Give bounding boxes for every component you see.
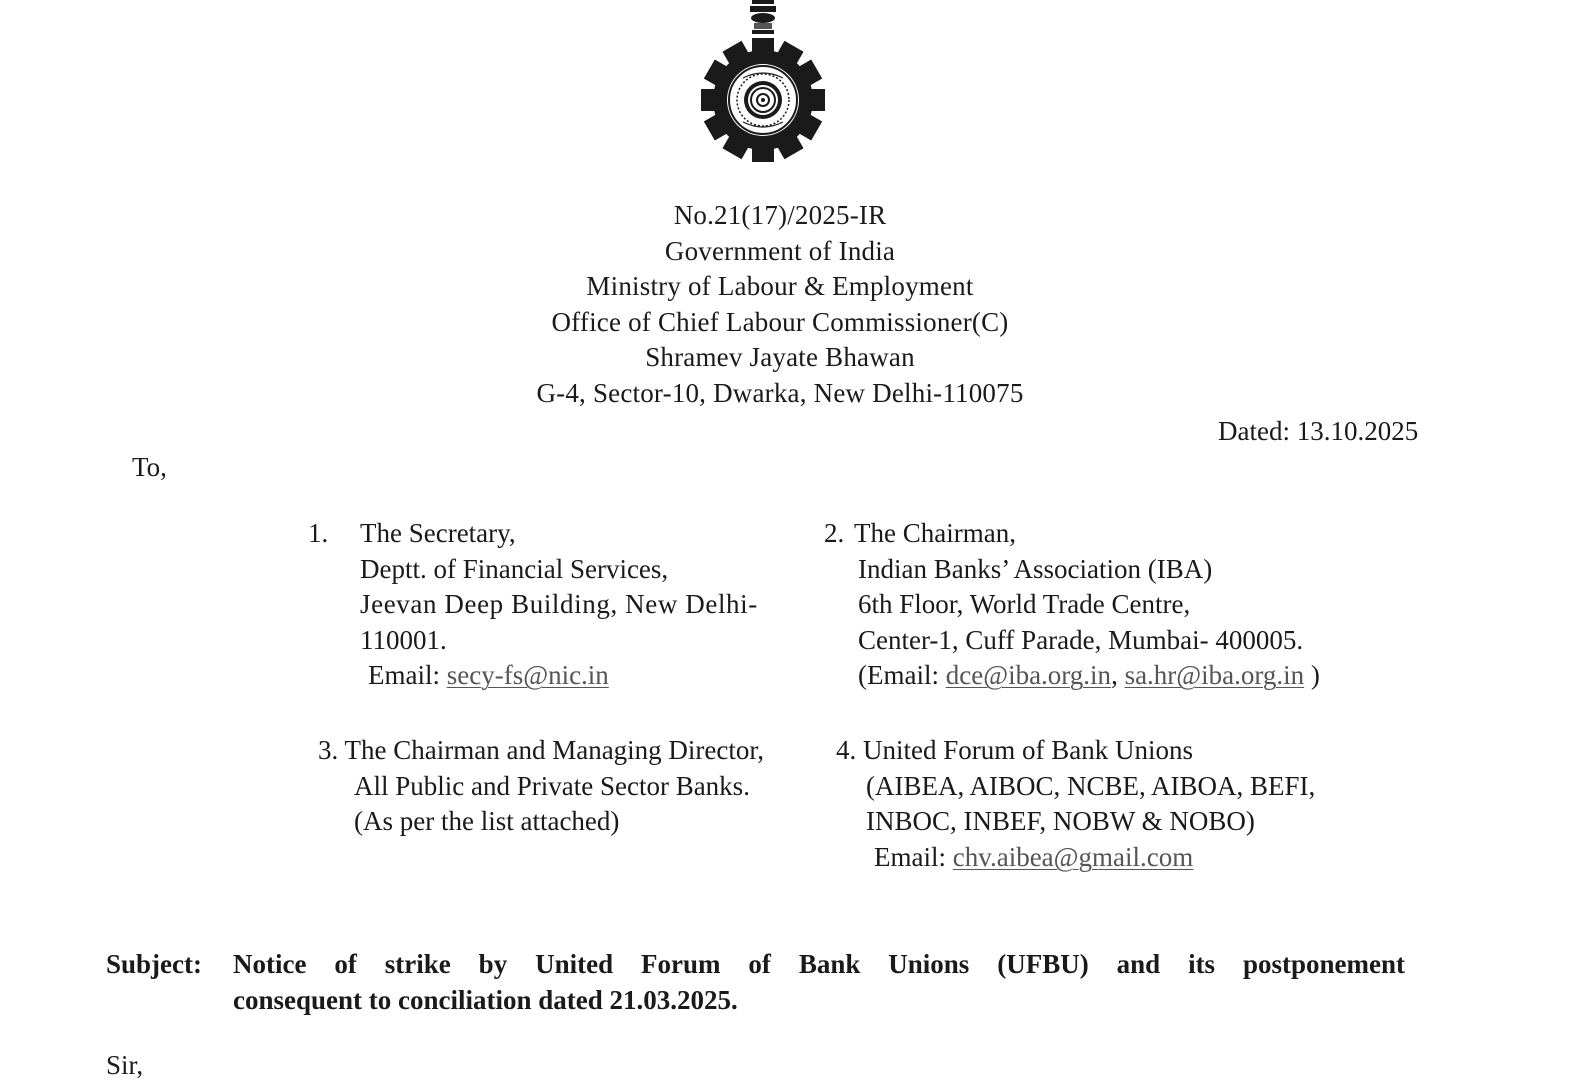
addressee-line: (As per the list attached): [354, 806, 620, 836]
addressee-line: United Forum of Bank Unions: [863, 735, 1193, 765]
office-address-line: G-4, Sector-10, Dwarka, New Delhi-110075: [536, 377, 1024, 408]
addressee-line: (AIBEA, AIBOC, NCBE, AIBOA, BEFI,: [866, 770, 1316, 801]
addressee-line: Indian Banks’ Association (IBA): [858, 553, 1213, 584]
addressee-number: 4.: [836, 735, 857, 765]
addressee-number: 1.: [308, 518, 329, 548]
ministry-line: Ministry of Labour & Employment: [586, 271, 974, 301]
to-label: To,: [132, 452, 167, 482]
addressee-4: [836, 733, 1436, 883]
building-line: Shramev Jayate Bhawan: [645, 342, 915, 372]
subject-label: Subject:: [106, 949, 202, 979]
email-label: Email:: [874, 841, 946, 872]
email-link[interactable]: secy-fs@nic.in: [446, 660, 609, 690]
addressee-line: The Chairman and Managing Director,: [344, 735, 765, 765]
email-suffix: ): [1310, 660, 1320, 690]
subject-line-1: Notice of strike by United Forum of Bank Unions (UFBU) and its postponement: [233, 949, 1405, 979]
dated-line: [1218, 416, 1418, 447]
salutation: Sir,: [106, 1050, 144, 1080]
addressee-number: 2.: [824, 518, 845, 548]
addressee-line: The Chairman,: [854, 518, 1016, 548]
addressee-line: INBOC, INBEF, NOBW & NOBO): [866, 806, 1255, 836]
email-link[interactable]: sa.hr@iba.org.in: [1124, 660, 1305, 690]
addressee-1: [308, 516, 808, 696]
dated-value: 13.10.2025: [1296, 416, 1419, 446]
addressee-line: All Public and Private Sector Banks.: [354, 770, 750, 801]
addressee-number: 3.: [318, 735, 339, 765]
office-line: Office of Chief Labour Commissioner(C): [551, 306, 1009, 337]
email-label: Email:: [368, 660, 440, 690]
addressee-line: 110001.: [360, 624, 447, 655]
addressee-line: 6th Floor, World Trade Centre,: [858, 589, 1191, 619]
addressee-3: [318, 733, 818, 843]
email-separator: ,: [1111, 660, 1118, 690]
addressee-line: Center-1, Cuff Parade, Mumbai- 400005.: [858, 624, 1304, 655]
email-link[interactable]: dce@iba.org.in: [945, 660, 1112, 690]
addressee-line: Jeevan Deep Building, New Delhi-: [360, 589, 758, 619]
email-label: (Email:: [858, 660, 939, 690]
letter-header: [0, 198, 1560, 411]
labour-commission-gear-emblem-icon: [688, 0, 838, 165]
subject-line-2: consequent to conciliation dated 21.03.2025.: [233, 985, 738, 1015]
government-line: Government of India: [664, 235, 896, 266]
addressee-2: [824, 516, 1440, 696]
addressee-line: Deptt. of Financial Services,: [360, 553, 669, 584]
reference-number: No.21(17)/2025-IR: [673, 200, 887, 230]
dated-label: Dated:: [1218, 416, 1290, 446]
addressee-line: The Secretary,: [360, 518, 516, 548]
email-link[interactable]: chv.aibea@gmail.com: [952, 841, 1194, 872]
